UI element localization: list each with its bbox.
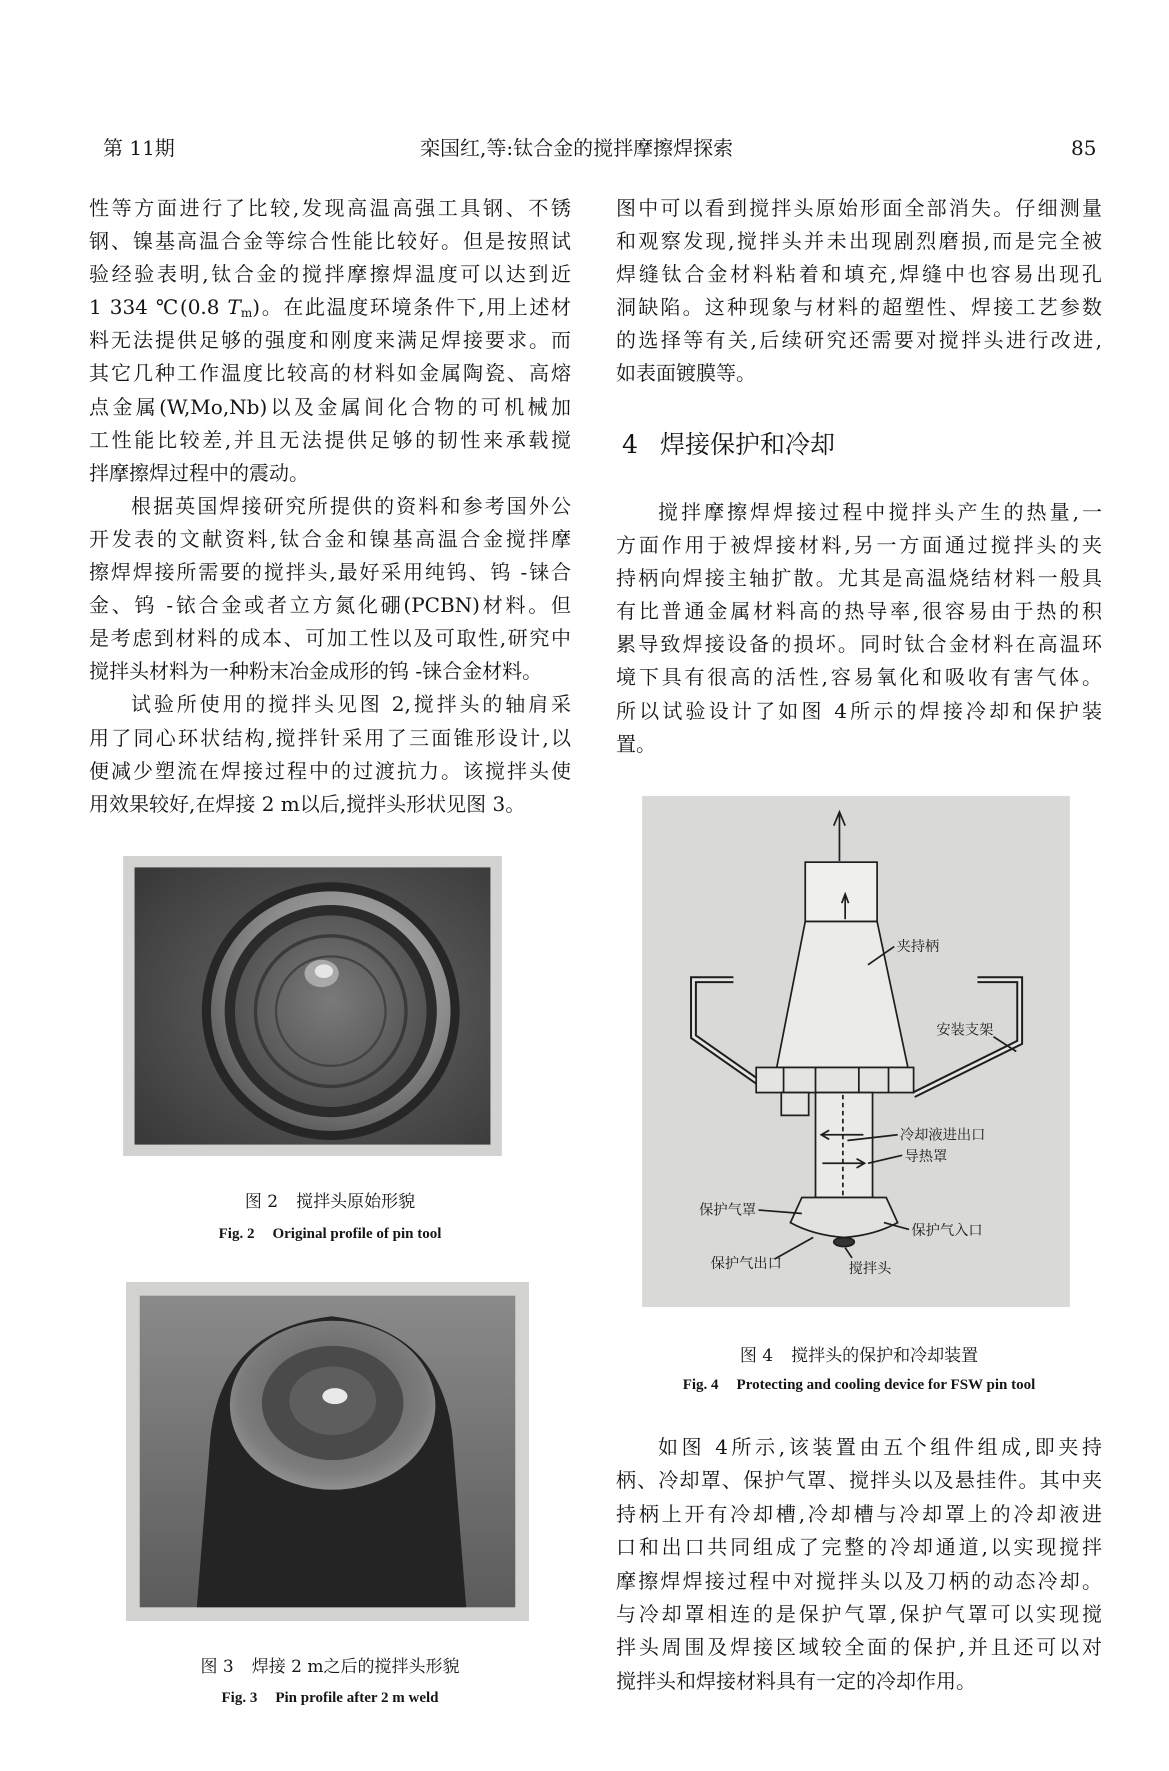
body-text-line: 用效果较好,在焊接 2 m以后,搅拌头形状见图 3。 — [89, 791, 526, 816]
body-text-line: 柄、冷却罩、保护气罩、搅拌头以及悬挂件。其中夹 — [616, 1468, 1102, 1493]
figure-3-caption-en — [130, 1688, 530, 1708]
figure-title-en: Original profile of pin tool — [272, 1226, 442, 1242]
figure-label: 图 3 — [200, 1657, 234, 1677]
body-text-line: 金、钨 -铱合金或者立方氮化硼(PCBN)材料。但 — [89, 593, 571, 618]
figure-label-en: Fig. 3 — [221, 1690, 258, 1706]
figure-3-caption — [130, 1656, 530, 1678]
body-text-line: 性等方面进行了比较,发现高温高强工具钢、不锈 — [89, 196, 571, 220]
body-text-line: 焊缝钛合金材料粘着和填充,焊缝中也容易出现孔 — [616, 262, 1102, 287]
figure-title-en: Protecting and cooling device for FSW pin tool — [736, 1377, 1036, 1393]
figure-title: 搅拌头原始形貌 — [296, 1192, 416, 1212]
left-column-text — [89, 192, 571, 821]
body-text-line: 方面作用于被焊接材料,另一方面通过搅拌头的夹 — [616, 533, 1102, 558]
shoulder-face — [235, 915, 427, 1107]
body-text-line: 点金属(W,Mo,Nb)以及金属间化合物的可机械加 — [89, 394, 571, 419]
figure-label-en: Fig. 2 — [218, 1226, 255, 1242]
label-coolant-port: 冷却液进出口 — [899, 1127, 986, 1144]
variable-symbol: T — [227, 295, 241, 320]
paragraph — [89, 688, 571, 820]
body-text-line: 搅拌头和焊接材料具有一定的冷却作用。 — [616, 1668, 976, 1693]
body-text-line: 根据英国焊接研究所提供的资料和参考国外公 — [131, 493, 571, 518]
body-text-line: 验经验表明,钛合金的搅拌摩擦焊温度可以达到近 — [89, 262, 571, 287]
body-text-line: 如图 4所示,该装置由五个组件组成,即夹持 — [658, 1435, 1102, 1459]
figure-4-diagram — [642, 796, 1070, 1307]
body-text-line: 持柄上开有冷却槽,冷却槽与冷却罩上的冷却液进 — [616, 1501, 1102, 1526]
label-gas-inlet: 保护气入口 — [911, 1223, 983, 1240]
figure-4-caption-en — [616, 1375, 1102, 1395]
issue-number: 第 11期 — [103, 136, 175, 160]
cooling-jacket — [816, 1093, 873, 1198]
figure-title: 焊接 2 m之后的搅拌头形貌 — [251, 1657, 460, 1677]
body-text-line: 和观察发现,搅拌头并未出现剧烈磨损,而是完全被 — [616, 229, 1102, 254]
body-text-line: 摩擦焊焊接过程中对搅拌头以及刀柄的动态冷却。 — [616, 1568, 1102, 1593]
label-mounting-bracket: 安装支架 — [936, 1022, 994, 1039]
running-title: 栾国红,等:钛合金的搅拌摩擦焊探索 — [420, 136, 734, 160]
body-text-line: 钢、镍基高温合金等综合性能比较好。但是按照试 — [89, 229, 571, 254]
body-text-line: 搅拌头材料为一种粉末冶金成形的钨 -铼合金材料。 — [89, 659, 543, 684]
body-text-line: 所以试验设计了如图 4所示的焊接冷却和保护装 — [616, 698, 1102, 723]
flange-nut — [756, 1067, 913, 1092]
figure-2-caption-en — [130, 1224, 530, 1244]
body-text-line: 试验所使用的搅拌头见图 2,搅拌头的轴肩采 — [131, 692, 571, 717]
body-text-line: 如表面镀膜等。 — [616, 361, 756, 386]
body-text-line: 拌摩擦焊过程中的震动。 — [89, 460, 309, 485]
body-text-line: 料无法提供足够的强度和刚度来满足焊接要求。而 — [89, 328, 571, 353]
subscript: m — [240, 306, 253, 321]
body-text-line: 置。 — [616, 731, 656, 756]
body-text-line: 图中可以看到搅拌头原始形面全部消失。仔细测量 — [616, 196, 1102, 220]
figure-3-photo — [126, 1282, 529, 1621]
figure-4-caption — [659, 1345, 1059, 1367]
body-text-line: 擦焊焊接所需要的搅拌头,最好采用纯钨、钨 -铼合 — [89, 560, 571, 585]
pin-tool-tip — [834, 1237, 855, 1246]
figure-2-caption — [130, 1191, 530, 1213]
figure-label-en: Fig. 4 — [682, 1377, 719, 1393]
body-text-line: 用了同心环状结构,搅拌针采用了三面锥形设计,以 — [89, 725, 571, 750]
label-gas-hood: 保护气罩 — [699, 1202, 757, 1219]
pin-highlight — [315, 964, 333, 978]
page-number: 85 — [1071, 136, 1097, 160]
section-heading: 焊接保护和冷却 — [660, 430, 836, 459]
body-text-line: 拌头周围及焊接区域较全面的保护,并且还可以对 — [616, 1635, 1102, 1660]
body-text-line: 与冷却罩相连的是保护气罩,保护气罩可以实现搅 — [616, 1601, 1102, 1626]
body-text-line: 境下具有很高的活性,容易氧化和吸收有害气体。 — [616, 665, 1102, 690]
figure-2-photo — [123, 856, 502, 1156]
body-text-line — [89, 291, 571, 324]
text-run: )。在此温度环境条件下,用上述材 — [252, 295, 571, 320]
label-clamp-handle: 夹持柄 — [896, 939, 940, 956]
paragraph — [89, 490, 571, 689]
label-pin-tool: 搅拌头 — [848, 1260, 892, 1277]
side-stub — [781, 1093, 808, 1116]
right-column-text-top — [616, 192, 1102, 391]
body-text-line: 是考虑到材料的成本、可加工性以及可取性,研究中 — [89, 626, 571, 651]
body-text-line: 持柄向焊接主轴扩散。尤其是高温烧结材料一般具 — [616, 566, 1102, 591]
label-heat-conduct-cover: 导热罩 — [904, 1149, 948, 1165]
right-column-paragraph — [616, 496, 1102, 761]
figure-label: 图 2 — [244, 1192, 279, 1212]
paragraph — [89, 192, 571, 490]
text-run: 1 334 ℃(0.8 — [89, 295, 228, 320]
body-text-line: 有比普通金属材料高的热导率,很容易由于热的积 — [616, 599, 1102, 624]
body-text-line: 开发表的文献资料,钛合金和镍基高温合金搅拌摩 — [89, 526, 571, 551]
body-text-line: 口和出口共同组成了完整的冷却通道,以实现搅拌 — [616, 1535, 1102, 1560]
body-text-line: 其它几种工作温度比较高的材料如金属陶瓷、高熔 — [89, 361, 571, 386]
body-text-line: 搅拌摩擦焊焊接过程中搅拌头产生的热量,一 — [658, 500, 1102, 524]
body-text-line: 累导致焊接设备的损坏。同时钛合金材料在高温环 — [616, 632, 1102, 657]
body-text-line: 便减少塑流在焊接过程中的过渡抗力。该搅拌头使 — [89, 758, 571, 783]
body-text-line: 洞缺陷。这种现象与材料的超塑性、焊接工艺参数 — [616, 295, 1102, 320]
figure-label: 图 4 — [739, 1346, 774, 1366]
label-gas-outlet: 保护气出口 — [710, 1256, 782, 1273]
section-number: 4 — [622, 430, 638, 459]
clamp-handle-top — [805, 862, 877, 921]
body-text-line: 的选择等有关,后续研究还需要对搅拌头进行改进, — [616, 328, 1102, 353]
body-text-line: 工性能比较差,并且无法提供足够的韧性来承载搅 — [89, 427, 571, 452]
right-column-paragraph — [616, 1431, 1102, 1698]
pin-highlight — [322, 1388, 347, 1404]
figure-title-en: Pin profile after 2 m weld — [275, 1690, 439, 1706]
figure-title: 搅拌头的保护和冷却装置 — [791, 1346, 979, 1366]
